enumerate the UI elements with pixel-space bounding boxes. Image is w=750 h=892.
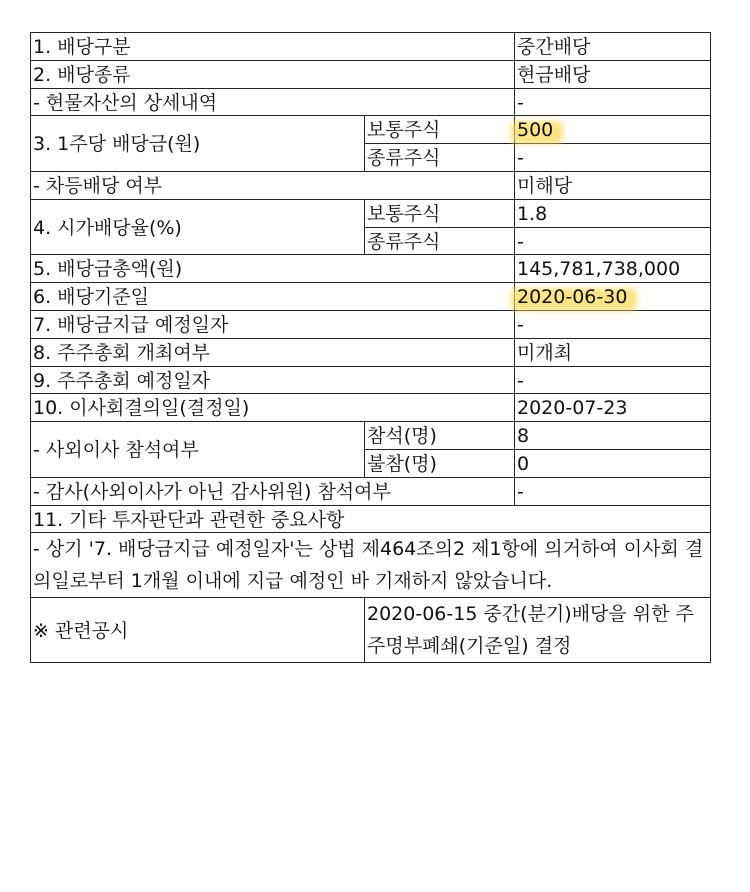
- agm-held-label: 8. 주주총회 개최여부: [31, 338, 515, 366]
- dividend-type-value: 중간배당: [515, 33, 711, 61]
- yield-common-value: 1.8: [515, 199, 711, 227]
- total-dividend-label: 5. 배당금총액(원): [31, 255, 515, 283]
- payment-date-label: 7. 배당금지급 예정일자: [31, 310, 515, 338]
- directors-absent-label: 불참(명): [365, 449, 515, 477]
- auditor-attendance-value: -: [515, 477, 711, 505]
- dps-pref-value: -: [515, 144, 711, 172]
- directors-present-value: 8: [515, 422, 711, 450]
- differential-dividend-label: - 차등배당 여부: [31, 171, 515, 199]
- dps-common-label: 보통주식: [365, 116, 515, 144]
- dividend-type-label: 1. 배당구분: [31, 33, 515, 61]
- in-kind-asset-label: - 현물자산의 상세내역: [31, 88, 515, 116]
- agm-held-value: 미개최: [515, 338, 711, 366]
- auditor-attendance-label: - 감사(사외이사가 아닌 감사위원) 참석여부: [31, 477, 515, 505]
- agm-date-label: 9. 주주총회 예정일자: [31, 366, 515, 394]
- yield-label: 4. 시가배당율(%): [31, 199, 365, 255]
- table-row: [31, 598, 711, 663]
- related-disclosure-link[interactable]: 2020-06-15 중간(분기)배당을 위한 주주명부폐쇄(기준일) 결정: [365, 598, 711, 663]
- directors-present-label: 참석(명): [365, 422, 515, 450]
- table-row: [31, 422, 711, 450]
- total-dividend-value: 145,781,738,000: [515, 255, 711, 283]
- table-row: [31, 394, 711, 422]
- related-disclosure-label: ※ 관련공시: [31, 598, 365, 663]
- table-row: [31, 60, 711, 88]
- record-date-value: 2020-06-30: [517, 286, 628, 309]
- table-row: [31, 33, 711, 61]
- other-matters-heading: 11. 기타 투자판단과 관련한 중요사항: [31, 505, 711, 533]
- dps-pref-label: 종류주식: [365, 144, 515, 172]
- record-date-cell: [515, 283, 711, 311]
- table-row: [31, 477, 711, 505]
- table-row: [31, 338, 711, 366]
- in-kind-asset-value: -: [515, 88, 711, 116]
- payment-date-value: -: [515, 310, 711, 338]
- dividend-table: [30, 32, 711, 663]
- yield-pref-value: -: [515, 227, 711, 255]
- table-row: [31, 199, 711, 227]
- table-row: [31, 310, 711, 338]
- table-row: [31, 88, 711, 116]
- agm-date-value: -: [515, 366, 711, 394]
- dps-label: 3. 1주당 배당금(원): [31, 116, 365, 172]
- differential-dividend-value: 미해당: [515, 171, 711, 199]
- yield-common-label: 보통주식: [365, 199, 515, 227]
- directors-absent-value: 0: [515, 449, 711, 477]
- dps-common-cell: [515, 116, 711, 144]
- table-row: [31, 533, 711, 598]
- other-matters-note: - 상기 '7. 배당금지급 예정일자'는 상법 제464조의2 제1항에 의거하여 이사회 결의일로부터 1개월 이내에 지급 예정인 바 기재하지 않았습니다.: [31, 533, 711, 598]
- dps-common-value: 500: [517, 119, 554, 142]
- table-row: [31, 366, 711, 394]
- record-date-label: 6. 배당기준일: [31, 283, 515, 311]
- dividend-kind-label: 2. 배당종류: [31, 60, 515, 88]
- table-row: [31, 255, 711, 283]
- table-row: [31, 505, 711, 533]
- outside-directors-label: - 사외이사 참석여부: [31, 422, 365, 478]
- table-row: [31, 116, 711, 144]
- table-row: [31, 283, 711, 311]
- dividend-disclosure-sheet: [30, 32, 711, 663]
- board-resolution-value: 2020-07-23: [515, 394, 711, 422]
- dividend-kind-value: 현금배당: [515, 60, 711, 88]
- board-resolution-label: 10. 이사회결의일(결정일): [31, 394, 515, 422]
- yield-pref-label: 종류주식: [365, 227, 515, 255]
- table-row: [31, 171, 711, 199]
